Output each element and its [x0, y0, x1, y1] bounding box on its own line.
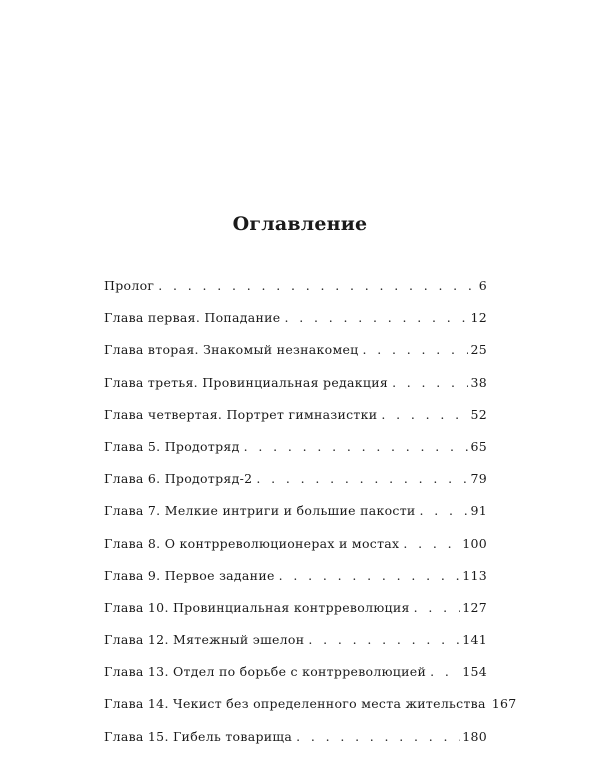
- toc-entry-title: Глава вторая. Знакомый незнакомец: [104, 342, 359, 358]
- toc-entry-page: 65: [470, 438, 487, 454]
- toc-entry-title: Пролог: [104, 278, 155, 293]
- toc-entry: [104, 664, 487, 696]
- toc-entry: [104, 536, 487, 568]
- toc-entry-page: 52: [470, 406, 487, 422]
- dot-leader: [158, 278, 476, 293]
- toc-entry: [104, 503, 487, 535]
- dot-leader: [256, 471, 468, 486]
- dot-leader: [414, 600, 461, 615]
- dot-leader: [279, 568, 461, 583]
- toc-entry-page: 6: [478, 278, 487, 293]
- dot-leader: [285, 310, 469, 325]
- toc-entry-title: Глава третья. Провинциальная редакция: [104, 374, 389, 390]
- toc-entry: [104, 439, 487, 471]
- toc-entry-page: 154: [462, 664, 487, 680]
- toc-entry-page: 167: [491, 696, 517, 712]
- dot-leader: [296, 729, 460, 744]
- toc-entry-title: Глава 15. Гибель товарища: [104, 728, 293, 744]
- toc-entry-title: Глава 14. Чекист без определенного места жительства: [104, 696, 486, 712]
- toc-entry-title: Глава 10. Провинциальная контрреволюция: [104, 599, 410, 615]
- toc-entry-page: 79: [470, 471, 487, 487]
- toc-entry: [104, 729, 487, 761]
- toc-entry-page: 180: [462, 728, 487, 744]
- table-of-contents: [104, 278, 517, 761]
- toc-entry: [104, 600, 487, 632]
- toc-entry-title: Глава 7. Мелкие интриги и большие пакости: [104, 503, 416, 519]
- toc-entry-title: Глава четвертая. Портрет гимназистки: [104, 406, 378, 422]
- dot-leader: [420, 503, 469, 518]
- dot-leader: [430, 664, 460, 679]
- toc-entry-page: 25: [470, 342, 487, 358]
- toc-entry-title: Глава первая. Попадание: [104, 310, 281, 326]
- dot-leader: [363, 342, 469, 357]
- toc-entry-page: 91: [470, 503, 487, 519]
- toc-entry-page: 127: [462, 599, 487, 615]
- toc-entry-page: 38: [470, 374, 487, 390]
- toc-entry-title: Глава 6. Продотряд-2: [104, 471, 253, 487]
- toc-entry-title: Глава 13. Отдел по борьбе с контрреволюцией: [104, 664, 427, 680]
- toc-entry: [104, 278, 487, 310]
- toc-entry-page: 100: [462, 535, 487, 551]
- toc-entry-title: Глава 8. О контрреволюционерах и мостах: [104, 535, 400, 551]
- toc-entry: [104, 342, 487, 374]
- dot-leader: [244, 439, 469, 454]
- toc-entry: [104, 471, 487, 503]
- toc-entry-page: 12: [470, 310, 487, 326]
- toc-entry: [104, 375, 487, 407]
- dot-leader: [308, 632, 460, 647]
- toc-entry-page: 141: [462, 632, 487, 648]
- toc-entry-title: Глава 9. Первое задание: [104, 567, 275, 583]
- toc-entry: [104, 696, 517, 728]
- dot-leader: [392, 375, 468, 390]
- toc-entry-title: Глава 5. Продотряд: [104, 438, 240, 454]
- dot-leader: [381, 407, 468, 422]
- toc-entry: [104, 632, 487, 664]
- toc-entry: [104, 568, 487, 600]
- dot-leader: [403, 536, 460, 551]
- page-title: Оглавление: [232, 212, 368, 235]
- toc-entry: [104, 407, 487, 439]
- toc-entry-page: 113: [462, 567, 487, 583]
- toc-entry-title: Глава 12. Мятежный эшелон: [104, 632, 305, 648]
- toc-entry: [104, 310, 487, 342]
